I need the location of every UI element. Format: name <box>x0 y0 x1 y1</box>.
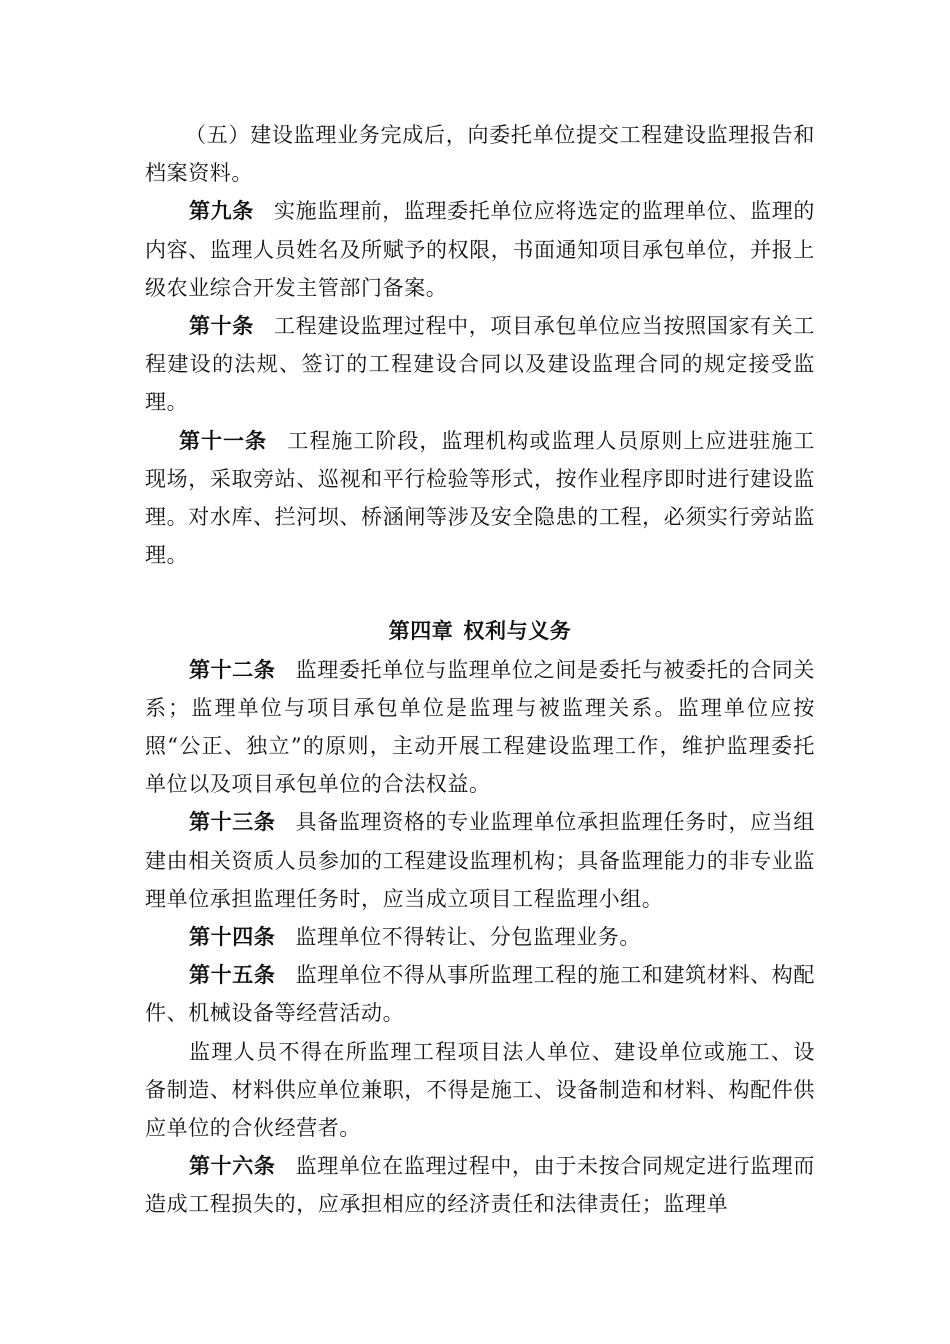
article-16 <box>145 1147 815 1223</box>
article-11-title: 第十一条 <box>179 428 267 453</box>
chapter-number: 第四章 <box>388 619 454 644</box>
article-13-text: 具备监理资格的专业监理单位承担监理任务时，应当组建由相关资质人员参加的工程建设监理机构；具备监理能力的非专业监理单位承担监理任务时，应当成立项目工程监理小组。 <box>145 810 815 911</box>
article-15-paragraph-2-text: 监理人员不得在所监理工程项目法人单位、建设单位或施工、设备制造、材料供应单位兼职，不得是施工、设备制造和材料、构配件供应单位的合伙经营者。 <box>145 1039 815 1141</box>
article-16-title: 第十六条 <box>189 1154 276 1179</box>
article-15 <box>145 956 815 1032</box>
article-14-text: 监理单位不得转让、分包监理业务。 <box>295 925 642 950</box>
article-13-title: 第十三条 <box>189 810 276 835</box>
item-5-paragraph <box>145 116 815 192</box>
document-body <box>145 116 815 1224</box>
article-15-text: 监理单位不得从事所监理工程的施工和建筑材料、构配件、机械设备等经营活动。 <box>145 963 815 1026</box>
article-14 <box>145 918 815 956</box>
chapter-title: 权利与义务 <box>463 619 572 644</box>
article-15-title: 第十五条 <box>189 963 276 988</box>
chapter-heading <box>145 612 815 650</box>
item-5-text: （五）建设监理业务完成后，向委托单位提交工程建设监理报告和档案资料。 <box>145 123 815 186</box>
article-12-text: 监理委托单位与监理单位之间是委托与被委托的合同关系；监理单位与项目承包单位是监理与被监理关系。监理单位应按照“公正、独立”的原则，主动开展工程建设监理工作，维护监理委托单位以及项目承包单位的合法权益。 <box>145 657 815 797</box>
article-10 <box>145 307 815 422</box>
article-13 <box>145 803 815 918</box>
article-12-title: 第十二条 <box>189 657 276 682</box>
article-11 <box>145 422 815 575</box>
article-16-text: 监理单位在监理过程中，由于未按合同规定进行监理而造成工程损失的，应承担相应的经济责任和法律责任；监理单 <box>145 1154 815 1217</box>
article-11-text: 工程施工阶段，监理机构或监理人员原则上应进驻施工现场，采取旁站、巡视和平行检验等形式，按作业程序即时进行建设监理。对水库、拦河坝、桥涵闸等涉及安全隐患的工程，必须实行旁站监理。 <box>145 428 815 568</box>
article-12 <box>145 651 815 804</box>
article-14-title: 第十四条 <box>189 925 276 950</box>
article-9-title: 第九条 <box>189 199 254 224</box>
article-9-text: 实施监理前，监理委托单位应将选定的监理单位、监理的内容、监理人员姓名及所赋予的权限，书面通知项目承包单位，并报上级农业综合开发主管部门备案。 <box>145 199 815 300</box>
article-9 <box>145 192 815 307</box>
article-15-paragraph-2 <box>145 1033 815 1148</box>
article-10-text: 工程建设监理过程中，项目承包单位应当按照国家有关工程建设的法规、签订的工程建设合同以及建设监理合同的规定接受监理。 <box>145 314 815 415</box>
article-10-title: 第十条 <box>189 314 254 339</box>
